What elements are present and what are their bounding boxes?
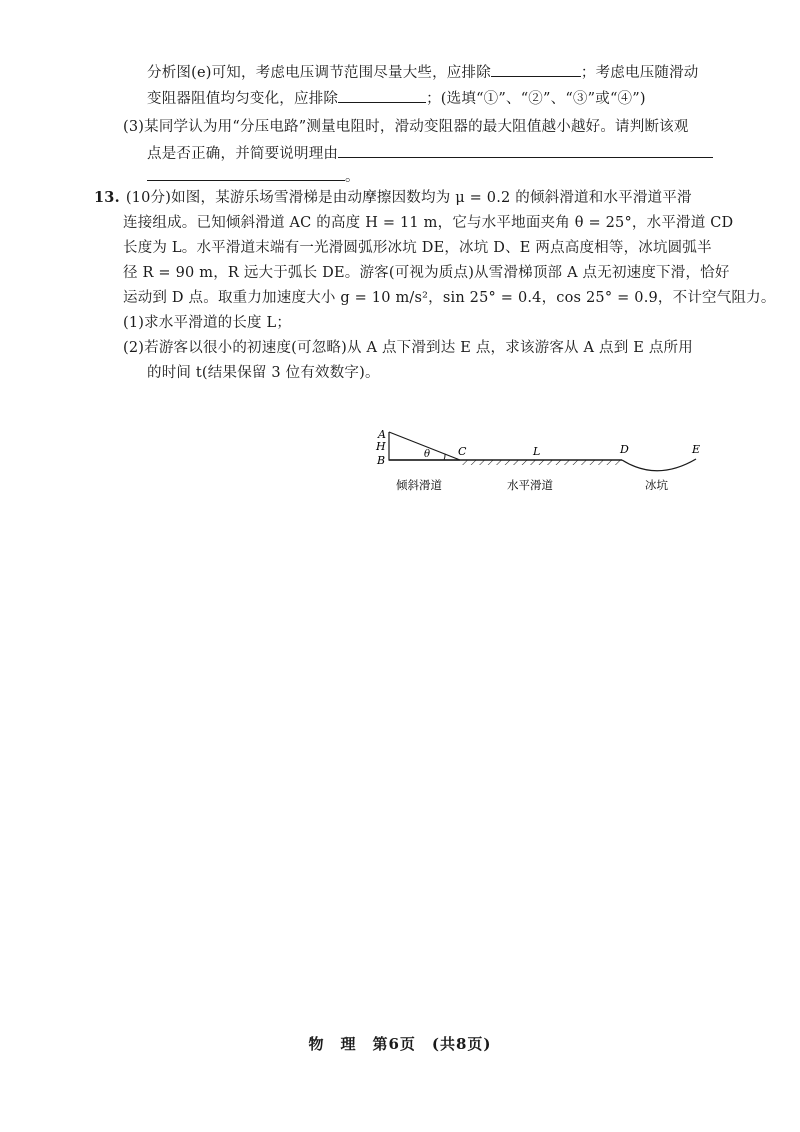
q13-line1-text: (10分)如图，某游乐场雪滑梯是由动摩擦因数均为 μ = 0.2 的倾斜滑道和水平滑道平滑 [125,190,692,206]
q13-number: 13. [94,189,120,206]
q12-part3-line3 [147,166,360,187]
q12-line1 [147,62,699,83]
q12-line1-text-b: ；考虑电压随滑动 [580,65,699,81]
label-A: A [378,428,386,441]
caption-horizontal: 水平滑道 [507,478,553,492]
q12-line2 [147,88,646,109]
angle-arc [444,454,445,460]
q13-part1: (1)求水平滑道的长度 L； [123,315,292,331]
ground-hatching [460,460,622,465]
q13-line4: 径 R = 90 m，R 远大于弧长 DE。游客(可视为质点)从雪滑梯顶部 A 点无初速度下滑，恰好 [123,265,730,281]
q12-line2-text-b: ；(选填“①”、“②”、“③”或“④”) [426,91,646,107]
caption-incline: 倾斜滑道 [396,478,442,492]
ski-slope-diagram [360,428,710,510]
answer-blank-2[interactable] [338,88,426,103]
q13-part2-line1: (2)若游客以很小的初速度(可忽略)从 A 点下滑到达 E 点，求该游客从 A 点到 E 点所用 [123,340,693,356]
q12-line2-text-a: 变阻器阻值均匀变化，应排除 [147,91,339,107]
ice-pit-arc [622,459,696,471]
answer-blank-1[interactable] [491,62,581,77]
caption-pit: 冰坑 [645,478,668,492]
q12-line1-text-a: 分析图(e)可知，考虑电压调节范围尽量大些，应排除 [147,65,491,81]
q13-line5: 运动到 D 点。取重力加速度大小 g = 10 m/s²，sin 25° = 0.4，cos 25° = 0.9，不计空气阻力。 [123,290,776,306]
q13-line3: 长度为 L。水平滑道末端有一光滑圆弧形冰坑 DE，冰坑 D、E 两点高度相等，冰坑圆弧半 [123,240,712,256]
q12-part3-line2-text: 点是否正确，并简要说明理由 [147,146,339,162]
label-theta: θ [424,449,431,460]
q12-part3-line1: (3)某同学认为用“分压电路”测量电阻时，滑动变阻器的最大阻值越小越好。请判断该观 [123,119,689,135]
label-B: B [377,454,386,467]
q13-line1 [94,188,692,208]
q13-part2-line2: 的时间 t(结果保留 3 位有效数字)。 [147,365,380,381]
answer-blank-3[interactable] [338,143,713,158]
label-E: E [692,443,701,456]
label-L: L [533,445,541,458]
answer-blank-4[interactable] [147,166,345,181]
label-D: D [620,443,629,456]
label-H: H [376,440,386,453]
q13-line2: 连接组成。已知倾斜滑道 AC 的高度 H = 11 m，它与水平地面夹角 θ = 25°，水平滑道 CD [123,215,734,231]
label-C: C [458,445,467,458]
q12-part3-line2 [147,143,713,164]
q12-part3-end: 。 [345,169,360,185]
page-footer: 物 理 第6页 (共8页) [308,1035,492,1053]
